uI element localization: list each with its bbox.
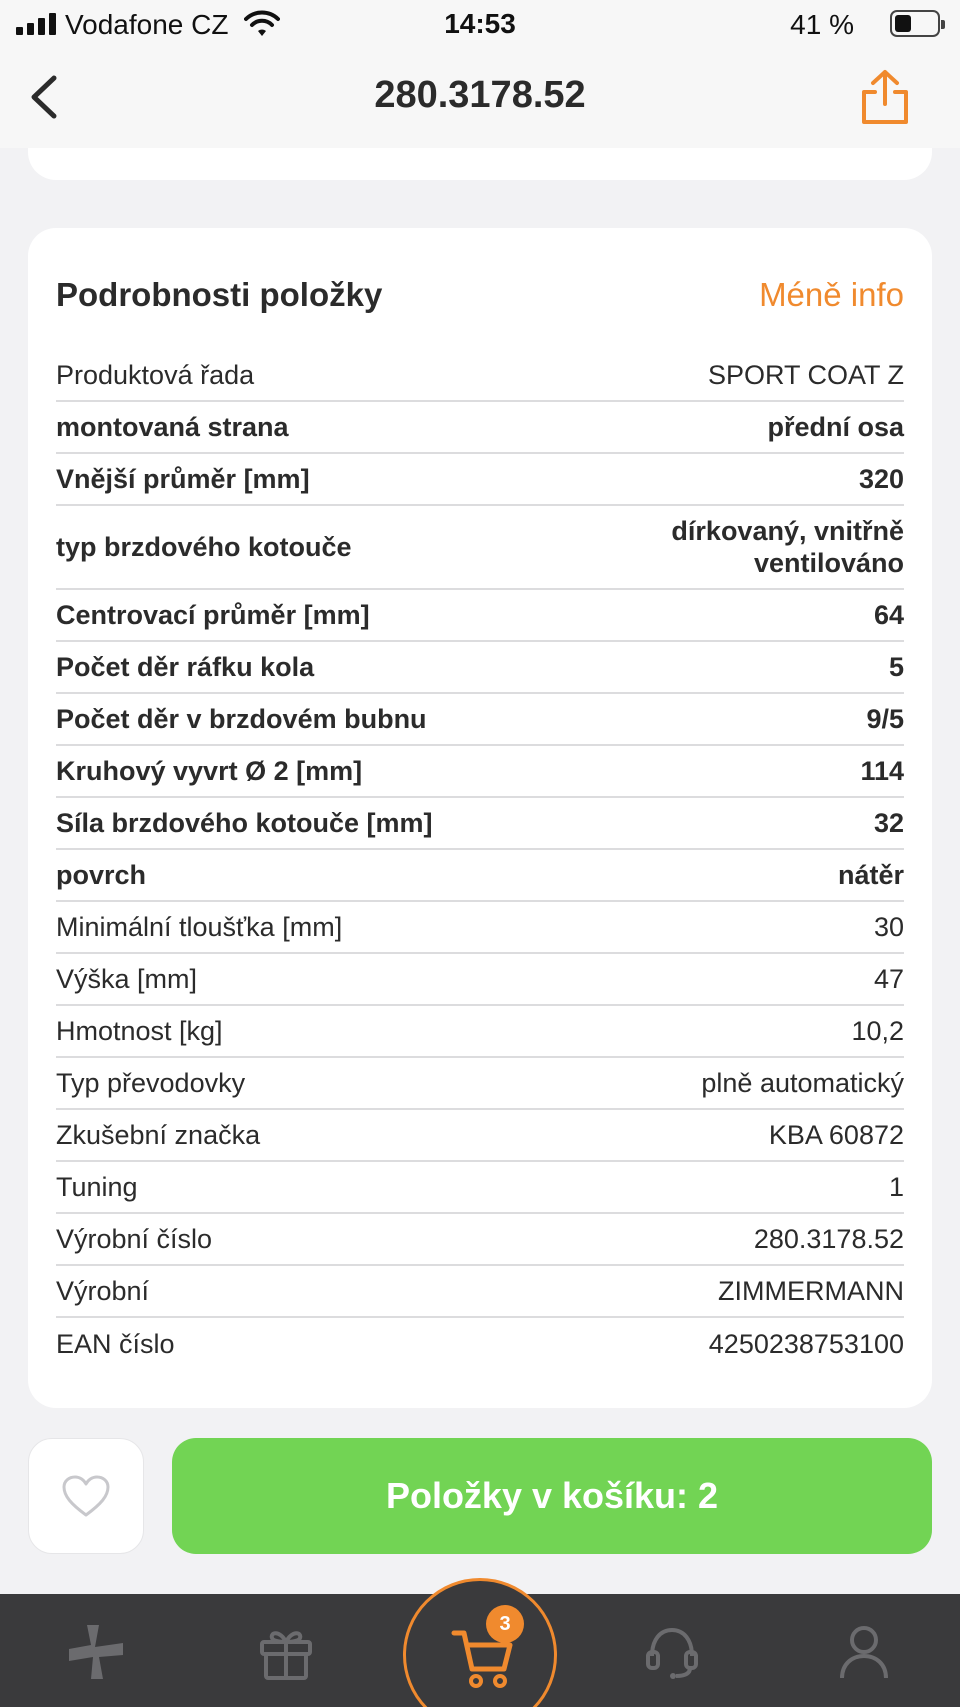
item-details-card (28, 228, 932, 1408)
table-row (56, 1266, 904, 1318)
row-label: Počet děr ráfku kola (56, 651, 315, 682)
row-value: 280.3178.52 (753, 1224, 904, 1254)
page-title: 280.3178.52 (374, 74, 586, 116)
table-row (56, 850, 904, 902)
row-value: 9/5 (866, 704, 904, 734)
battery-icon (890, 10, 940, 37)
table-row (56, 1162, 904, 1214)
details-table (56, 350, 904, 1370)
share-icon[interactable] (858, 68, 912, 126)
table-row (56, 350, 904, 402)
row-label: Vnější průměr [mm] (56, 463, 310, 494)
row-value: 10,2 (851, 1016, 904, 1046)
row-value: 1 (888, 1172, 904, 1202)
tab-bar (0, 1594, 960, 1707)
table-row (56, 454, 904, 506)
row-label: Tuning (56, 1171, 138, 1202)
row-value: plně automatický (701, 1068, 904, 1098)
clock: 14:53 (444, 8, 516, 39)
row-value: 64 (873, 600, 904, 630)
less-info-button[interactable]: Méně info (759, 276, 904, 313)
headset-icon (642, 1622, 702, 1682)
row-value: dírkovaný, vnitřně ventilováno (671, 516, 904, 578)
row-label: Produktová řada (56, 359, 255, 390)
table-row (56, 1318, 904, 1370)
battery-percent: 41 % (790, 9, 854, 40)
table-row (56, 694, 904, 746)
table-row (56, 746, 904, 798)
tab-support[interactable] (640, 1620, 704, 1684)
heart-icon (61, 1474, 111, 1518)
row-label: Počet děr v brzdovém bubnu (56, 703, 427, 734)
row-label: Výrobní (56, 1275, 150, 1306)
row-label: Výška [mm] (56, 963, 198, 994)
row-label: Typ převodovky (56, 1067, 246, 1098)
favorite-button[interactable] (28, 1438, 144, 1554)
table-row (56, 1058, 904, 1110)
action-area (0, 1410, 960, 1594)
row-value: nátěr (837, 860, 904, 890)
row-value: 5 (888, 652, 904, 682)
tab-home[interactable] (64, 1620, 128, 1684)
row-value: KBA 60872 (768, 1120, 904, 1150)
row-value: ZIMMERMANN (718, 1276, 904, 1306)
profile-icon (836, 1622, 892, 1682)
table-row (56, 402, 904, 454)
tab-profile[interactable] (832, 1620, 896, 1684)
row-label: Výrobní číslo (56, 1223, 213, 1254)
row-label: montovaná strana (56, 411, 289, 442)
table-row (56, 1214, 904, 1266)
tab-cart[interactable] (403, 1578, 557, 1707)
row-value: přední osa (767, 412, 904, 442)
status-bar (0, 0, 960, 50)
cart-items-button[interactable]: Položky v košíku: 2 (172, 1438, 932, 1554)
row-value: 320 (858, 464, 904, 494)
row-label: Hmotnost [kg] (56, 1015, 223, 1046)
row-label: Minimální tloušťka [mm] (56, 911, 343, 942)
table-row (56, 954, 904, 1006)
row-value: 30 (873, 912, 904, 942)
row-label: typ brzdového kotouče (56, 531, 352, 562)
row-value: SPORT COAT Z (707, 360, 904, 390)
table-row (56, 1006, 904, 1058)
row-label: povrch (56, 859, 147, 890)
row-label: Kruhový vyvrt Ø 2 [mm] (56, 755, 363, 786)
card-title: Podrobnosti položky (56, 276, 383, 313)
row-value: 114 (860, 756, 904, 786)
table-row (56, 1110, 904, 1162)
row-label: Centrovací průměr [mm] (56, 599, 370, 630)
row-label: EAN číslo (56, 1328, 175, 1359)
row-value: 47 (873, 964, 904, 994)
tab-gifts[interactable] (254, 1620, 318, 1684)
row-label: Síla brzdového kotouče [mm] (56, 807, 433, 838)
navigation-bar (0, 50, 960, 148)
table-row (56, 506, 904, 590)
table-row (56, 902, 904, 954)
carrier-name: Vodafone CZ (65, 9, 229, 40)
row-value: 4250238753100 (708, 1329, 904, 1359)
battery-level (895, 15, 911, 32)
gift-icon (256, 1622, 316, 1682)
table-row (56, 590, 904, 642)
table-row (56, 642, 904, 694)
table-row (56, 798, 904, 850)
logo-icon (65, 1621, 127, 1683)
cart-badge: 3 (486, 1605, 524, 1643)
row-value: 32 (873, 808, 904, 838)
row-label: Zkušební značka (56, 1119, 261, 1150)
